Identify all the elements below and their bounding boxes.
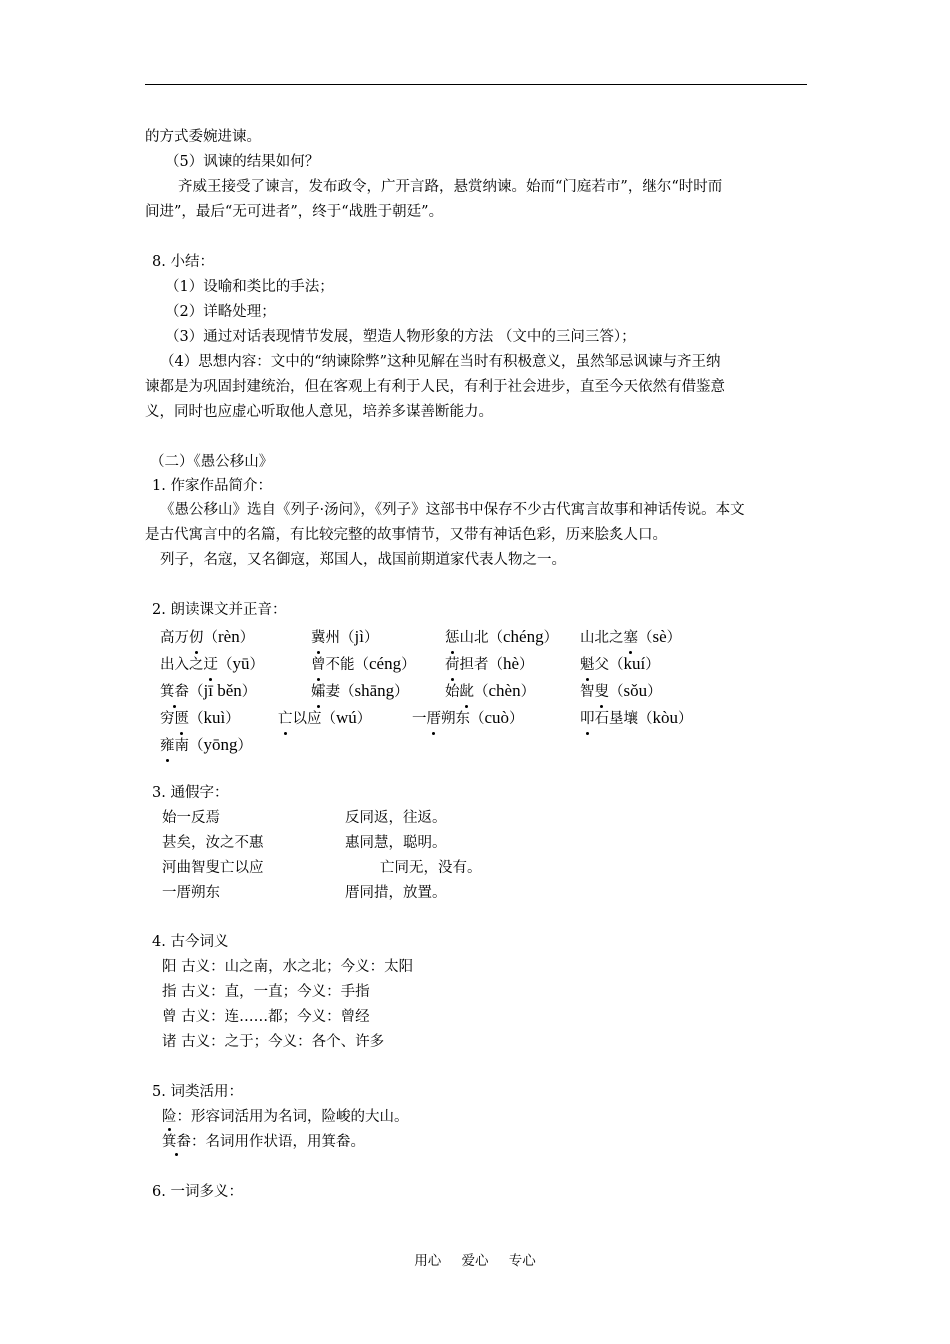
pinyin-word-part: 出入之 xyxy=(160,657,204,673)
paren: （ xyxy=(609,657,624,673)
emphasis-char: 魁 xyxy=(580,653,595,677)
emphasis-char: 仞 xyxy=(189,626,204,650)
list-item xyxy=(162,1107,409,1127)
paren: ） xyxy=(401,657,416,673)
text-line: 间进”，最后“无可进者”，终于“战胜于朝廷”。 xyxy=(145,204,444,220)
emphasis-char: 荷 xyxy=(445,653,460,677)
pinyin-reading: céng xyxy=(369,654,402,673)
paren: ） xyxy=(678,711,693,727)
emphasis-char: 叟 xyxy=(595,680,610,704)
tongjia-explanation: 厝同措，放置。 xyxy=(345,885,447,901)
text-line: （2）详略处理； xyxy=(165,304,276,320)
pinyin-entry xyxy=(160,679,256,704)
pinyin-reading: kòu xyxy=(652,708,678,727)
paren: ） xyxy=(645,657,660,673)
tongjia-source: 河曲智叟亡以应 xyxy=(162,860,264,876)
pinyin-reading: rèn xyxy=(218,627,240,646)
paren: ） xyxy=(237,738,252,754)
list-item: 阳 古义：山之南，水之北；今义：太阳 xyxy=(162,959,414,975)
paren: ） xyxy=(666,630,682,646)
paren: ） xyxy=(249,657,264,673)
paren: （ xyxy=(203,630,218,646)
list-item xyxy=(162,1132,365,1152)
text-line: 齐威王接受了谏言，发布政令，广开言路，悬赏纳谏。始而“门庭若市”，继尔“时时而 xyxy=(178,179,723,195)
paren: ） xyxy=(520,684,536,700)
text-line: 谏都是为巩固封建统治，但在客观上有利于人民，有利于社会进步，直至今天依然有借鉴意 xyxy=(145,379,725,395)
pinyin-reading: yōng xyxy=(203,735,238,754)
pinyin-reading: yū xyxy=(232,654,250,673)
paren: （ xyxy=(189,738,204,754)
emphasis-char: 亡 xyxy=(278,707,293,731)
list-item: 曾 古义：连……都；今义：曾经 xyxy=(162,1009,370,1025)
paren: （ xyxy=(470,711,485,727)
section-heading: 2. 朗读课文并正音： xyxy=(152,602,287,618)
pinyin-entry xyxy=(580,625,681,650)
item-text: ：形容词活用为名词，险峻的大山。 xyxy=(176,1109,409,1125)
paren: ） xyxy=(519,657,534,673)
pinyin-entry xyxy=(160,733,252,758)
pinyin-word-part: 朔东 xyxy=(441,711,470,727)
page-footer xyxy=(0,1249,950,1269)
paren: （ xyxy=(218,657,233,673)
text-line: （1）设喻和类比的手法； xyxy=(165,279,334,295)
paren: ） xyxy=(239,630,255,646)
emphasis-char: 惩 xyxy=(445,626,460,650)
emphasis-char: 险 xyxy=(162,1109,177,1125)
pinyin-entry xyxy=(580,652,660,677)
paren: （ xyxy=(474,684,489,700)
tongjia-source: 甚矣，汝之不惠 xyxy=(162,835,264,851)
section-heading: 3. 通假字： xyxy=(152,785,229,801)
pinyin-word-part: 以应 xyxy=(292,711,322,727)
footer-text: 爱心 xyxy=(461,1253,489,1269)
paren: ） xyxy=(363,630,379,646)
pinyin-word-part: 山北 xyxy=(459,630,489,646)
emphasis-char: 厝 xyxy=(427,707,442,731)
pinyin-word-part: 智 xyxy=(580,684,595,700)
paren: ） xyxy=(543,630,559,646)
paren: （ xyxy=(488,630,503,646)
pinyin-entry xyxy=(580,706,693,731)
pinyin-reading: shāng xyxy=(354,681,395,700)
pinyin-reading: jī běn xyxy=(203,681,242,700)
pinyin-word-part: 妻 xyxy=(325,684,340,700)
list-item: 指 古义：直，一直；今义：手指 xyxy=(162,984,370,1000)
pinyin-word-part: 高万 xyxy=(160,630,189,646)
paren: （ xyxy=(488,657,503,673)
section-heading: 5. 词类活用： xyxy=(152,1084,243,1100)
text-line: 列子，名寇，又名御寇，郑国人，战国前期道家代表人物之一。 xyxy=(160,552,566,568)
pinyin-entry xyxy=(311,652,416,677)
pinyin-entry xyxy=(278,706,371,731)
emphasis-char: 迂 xyxy=(204,653,219,677)
paren: （ xyxy=(638,711,653,727)
emphasis-char: 龀 xyxy=(460,680,475,704)
item-text: ：名词用作状语，用箕畚。 xyxy=(191,1134,365,1150)
emphasis-char: 箕畚 xyxy=(162,1134,191,1150)
pinyin-word-part: 州 xyxy=(325,630,340,646)
pinyin-word-part: 一 xyxy=(412,711,427,727)
emphasis-char: 冀 xyxy=(311,626,326,650)
emphasis-char: 雍 xyxy=(160,734,175,758)
footer-text: 专心 xyxy=(508,1253,536,1269)
pinyin-word-part: 石垦壤 xyxy=(594,711,638,727)
list-item: 诸 古义：之于；今义：各个、许多 xyxy=(162,1034,385,1050)
pinyin-entry xyxy=(445,679,535,704)
section-heading: 4. 古今词义 xyxy=(152,934,229,950)
tongjia-source: 始一反焉 xyxy=(162,810,220,826)
pinyin-word-part: 担者 xyxy=(459,657,489,673)
text-line: （3）通过对话表现情节发展，塑造人物形象的方法 （文中的三问三答）； xyxy=(165,329,636,345)
tongjia-explanation: 亡同无，没有。 xyxy=(380,860,482,876)
text-line: （4）思想内容：文中的“纳谏除弊”这种见解在当时有积极意义，虽然邹忌讽谏与齐王纳 xyxy=(160,354,721,370)
emphasis-char: 叩 xyxy=(580,707,595,731)
pinyin-entry xyxy=(445,652,534,677)
tongjia-explanation: 反同返，往返。 xyxy=(345,810,447,826)
pinyin-reading: chèn xyxy=(488,681,521,700)
tongjia-source: 一厝朔东 xyxy=(162,885,220,901)
pinyin-entry xyxy=(160,652,264,677)
paren: ） xyxy=(647,684,662,700)
text-line: 义，同时也应虚心听取他人意见，培养多谋善断能力。 xyxy=(145,404,493,420)
pinyin-word-part: 南 xyxy=(174,738,189,754)
pinyin-entry xyxy=(445,625,558,650)
text-line: （5）讽谏的结果如何？ xyxy=(165,154,320,170)
footer-text: 用心 xyxy=(414,1253,442,1269)
pinyin-entry xyxy=(160,625,254,650)
pinyin-reading: wú xyxy=(336,708,357,727)
pinyin-word-part: 父 xyxy=(594,657,609,673)
emphasis-char: 孀 xyxy=(311,680,326,704)
pinyin-reading: chéng xyxy=(503,627,544,646)
pinyin-entry xyxy=(311,679,409,704)
pinyin-reading: sǒu xyxy=(623,681,648,700)
paren: （ xyxy=(321,711,336,727)
paren: ） xyxy=(241,684,257,700)
paren: ） xyxy=(225,711,240,727)
pinyin-word-part: 不能 xyxy=(325,657,355,673)
emphasis-char: 箕畚 xyxy=(160,680,189,704)
emphasis-char: 匮 xyxy=(175,707,190,731)
text-line: 是古代寓言中的名篇，有比较完整的故事情节，又带有神话色彩，历来脍炙人口。 xyxy=(145,527,667,543)
paren: （ xyxy=(189,684,204,700)
pinyin-entry xyxy=(160,706,240,731)
pinyin-reading: hè xyxy=(503,654,520,673)
pinyin-word-part: 始 xyxy=(445,684,460,700)
paren: （ xyxy=(340,630,355,646)
pinyin-reading: jì xyxy=(354,627,364,646)
emphasis-char: 塞 xyxy=(624,626,639,650)
text-line: 《愚公移山》选自《列子·汤问》，《列子》这部书中保存不少古代寓言故事和神话传说。本文 xyxy=(160,502,745,518)
pinyin-entry xyxy=(311,625,378,650)
pinyin-reading: cuò xyxy=(484,708,510,727)
section-heading: 8. 小结： xyxy=(152,254,214,270)
pinyin-entry xyxy=(580,679,662,704)
pinyin-word-part: 山北之 xyxy=(580,630,624,646)
paren: ） xyxy=(509,711,524,727)
section-heading: 1. 作家作品简介： xyxy=(152,478,272,494)
pinyin-word-part: 穷 xyxy=(160,711,175,727)
paren: （ xyxy=(189,711,204,727)
pinyin-reading: kuì xyxy=(203,708,226,727)
header-rule xyxy=(145,84,807,85)
paren: （ xyxy=(638,630,653,646)
paren: （ xyxy=(354,657,369,673)
pinyin-entry xyxy=(412,706,524,731)
text-line: 的方式委婉进谏。 xyxy=(145,129,261,145)
tongjia-explanation: 惠同慧，聪明。 xyxy=(345,835,447,851)
pinyin-reading: kuí xyxy=(623,654,646,673)
paren: ） xyxy=(394,684,409,700)
section-heading: 6. 一词多义： xyxy=(152,1184,243,1200)
emphasis-char: 曾 xyxy=(311,653,326,677)
section-heading: （二）《愚公移山》 xyxy=(150,454,274,470)
paren: （ xyxy=(609,684,624,700)
paren: （ xyxy=(340,684,355,700)
paren: ） xyxy=(356,711,372,727)
pinyin-reading: sè xyxy=(652,627,667,646)
